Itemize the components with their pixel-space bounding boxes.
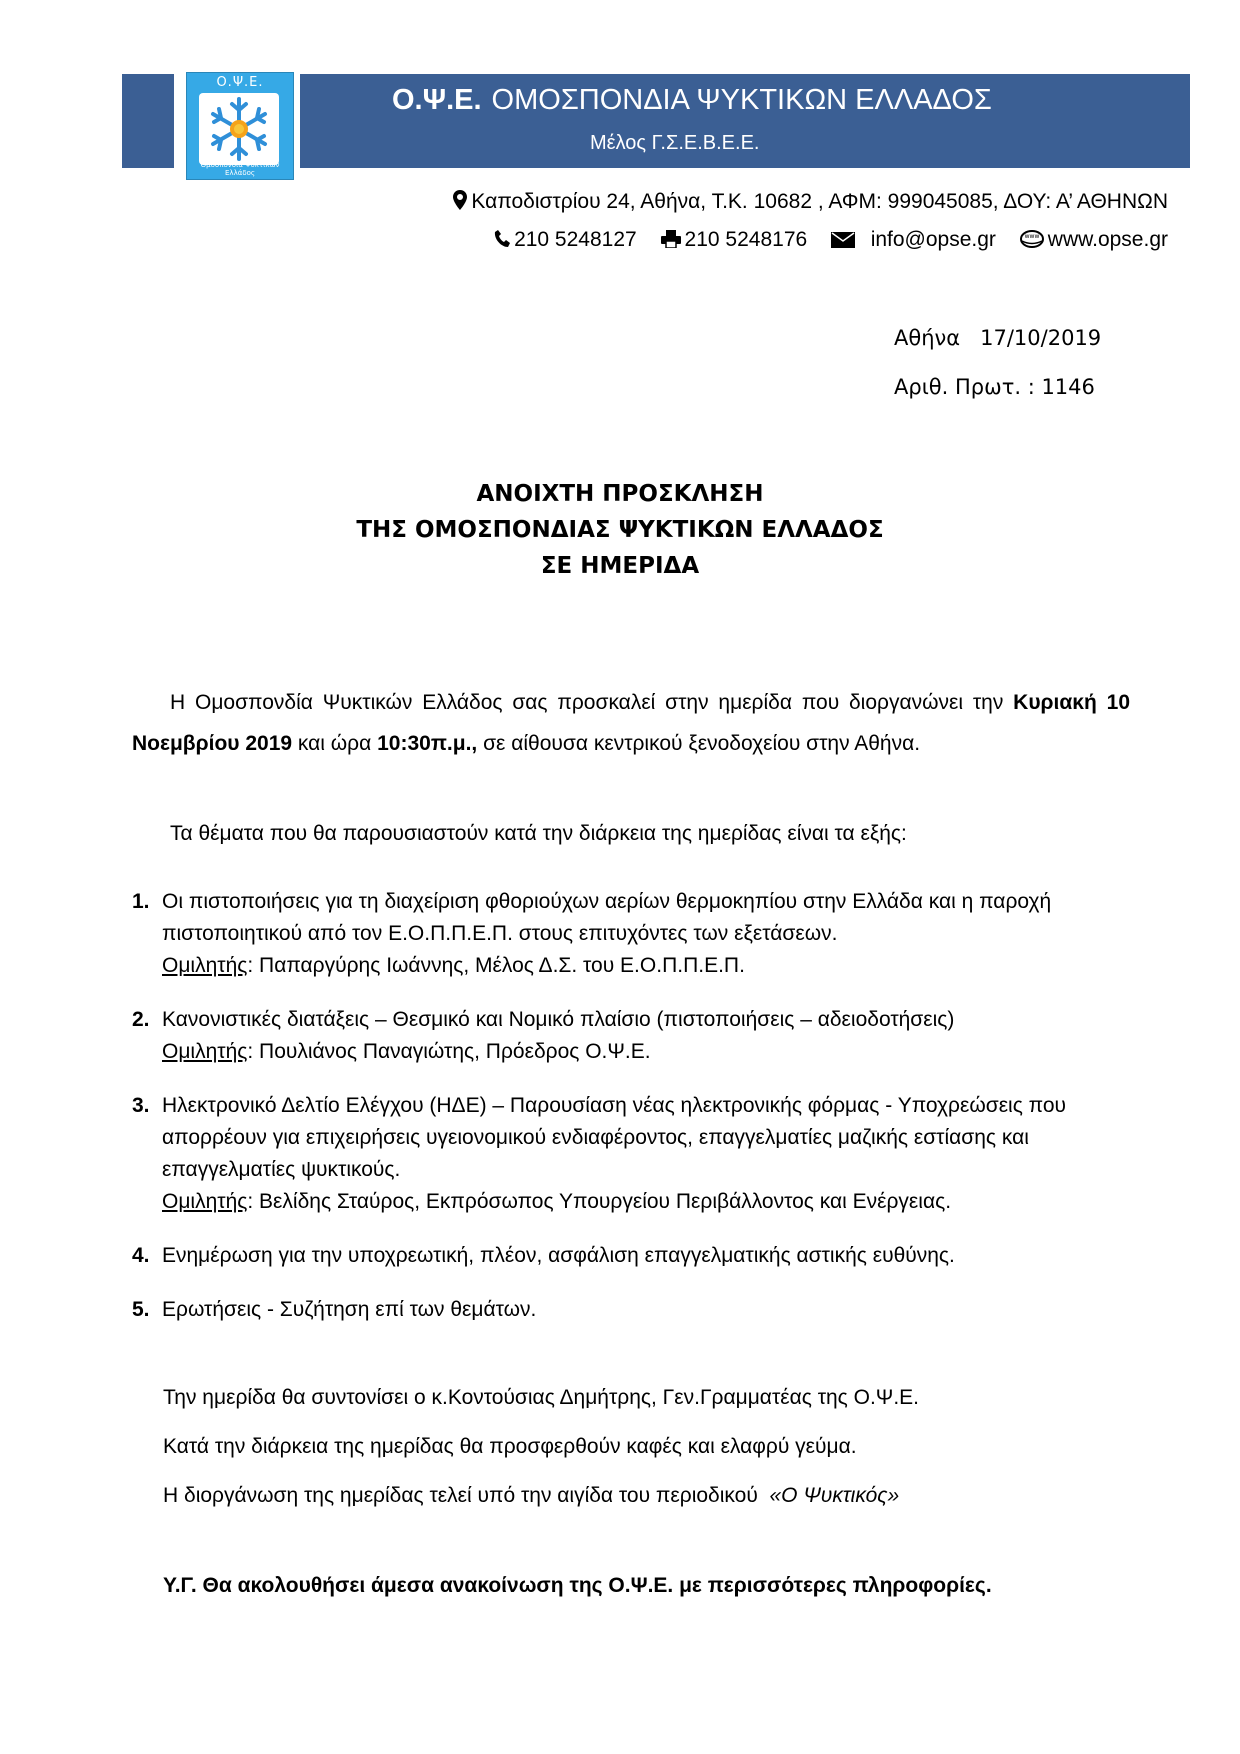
speaker-label: Ομιλητής bbox=[162, 954, 248, 977]
org-name: ΟΜΟΣΠΟΝΔΙΑ ΨΥΚΤΙΚΩΝ ΕΛΛΑΔΟΣ bbox=[491, 84, 992, 116]
org-title bbox=[392, 84, 992, 117]
address-line bbox=[453, 190, 1168, 214]
postscript: Υ.Γ. Θα ακολουθήσει άμεσα ανακοίνωση της Ο.Ψ.Ε. με περισσότερες πληροφορίες. bbox=[163, 1574, 992, 1597]
speaker-label: Ομιλητής bbox=[162, 1040, 248, 1063]
svg-text:www: www bbox=[1024, 233, 1040, 240]
heading-line-3: ΣΕ ΗΜΕΡΙΔΑ bbox=[540, 553, 700, 579]
org-member: Μέλος Γ.Σ.Ε.Β.Ε.Ε. bbox=[590, 132, 760, 154]
snowflake-icon bbox=[199, 93, 279, 165]
topic-speaker bbox=[162, 1036, 1132, 1068]
email-group bbox=[831, 228, 1002, 251]
contact-line bbox=[476, 228, 1168, 252]
closing-line-1: Την ημερίδα θα συντονίσει ο κ.Κοντούσιας Δημήτρης, Γεν.Γραμματέας της Ο.Ψ.Ε. bbox=[163, 1386, 920, 1409]
topic-number: 2. bbox=[132, 1008, 150, 1031]
topic-item bbox=[132, 1240, 1132, 1272]
heading-line-1: ΑΝΟΙΧΤΗ ΠΡΟΣΚΛΗΣΗ bbox=[476, 481, 764, 507]
logo-top-text: Ο.Ψ.Ε. bbox=[216, 75, 264, 90]
logo-bottom-text: Ομοσπονδία Ψυκτικών Ελλάδος bbox=[200, 161, 280, 177]
topic-text: Κανονιστικές διατάξεις – Θεσμικό και Νομικό πλαίσιο (πιστοποιήσεις – αδειοδοτήσεις) bbox=[162, 1008, 955, 1031]
topic-item bbox=[132, 1294, 1132, 1326]
speaker-name: : Παπαργύρης Ιωάννης, Μέλος Δ.Σ. του Ε.Ο.Π.Π.Ε.Π. bbox=[247, 954, 745, 977]
address-text: Καποδιστρίου 24, Αθήνα, Τ.Κ. 10682 , ΑΦΜ: 999045085, ΔΟΥ: Α’ ΑΘΗΝΩΝ bbox=[471, 190, 1168, 213]
phone-group bbox=[494, 228, 642, 251]
heading-line-2: ΤΗΣ ΟΜΟΣΠΟΝΔΙΑΣ ΨΥΚΤΙΚΩΝ ΕΛΛΑΔΟΣ bbox=[356, 517, 884, 543]
protocol-number: Αριθ. Πρωτ. : 1146 bbox=[894, 375, 1095, 399]
closing-line-3-text: Η διοργάνωση της ημερίδας τελεί υπό την αιγίδα του περιοδικού bbox=[163, 1484, 770, 1507]
phone-number: 210 5248127 bbox=[514, 228, 637, 251]
topic-item bbox=[132, 886, 1132, 982]
topics-list bbox=[132, 886, 1132, 1348]
topic-number: 5. bbox=[132, 1298, 150, 1321]
ope-logo bbox=[186, 72, 294, 180]
event-time: 10:30π.μ., bbox=[377, 732, 478, 755]
document-date: Αθήνα 17/10/2019 bbox=[894, 326, 1102, 350]
topic-number: 4. bbox=[132, 1244, 150, 1267]
topic-text: Ερωτήσεις - Συζήτηση επί των θεμάτων. bbox=[162, 1298, 537, 1321]
event-date: Κυριακή 10 Νοεμβρίου 2019 bbox=[132, 691, 1130, 755]
envelope-icon bbox=[831, 232, 855, 248]
web-group bbox=[1020, 228, 1168, 251]
topic-item bbox=[132, 1090, 1132, 1218]
location-pin-icon bbox=[453, 190, 467, 210]
printer-icon bbox=[661, 230, 681, 248]
globe-www-icon bbox=[1020, 230, 1044, 248]
closing-line-2: Κατά την διάρκεια της ημερίδας θα προσφερθούν καφές και ελαφρύ γεύμα. bbox=[163, 1435, 857, 1458]
speaker-name: : Βελίδης Σταύρος, Εκπρόσωπος Υπουργείου Περιβάλλοντος και Ενέργειας. bbox=[247, 1190, 952, 1213]
topic-text: Ενημέρωση για την υποχρεωτική, πλέον, ασφάλιση επαγγελματικής αστικής ευθύνης. bbox=[162, 1244, 955, 1267]
closing-line-3 bbox=[163, 1484, 899, 1508]
topic-text: Ηλεκτρονικό Δελτίο Ελέγχου (ΗΔΕ) – Παρουσίαση νέας ηλεκτρονικής φόρμας - Υποχρεώσεις που απορρέουν για επιχειρήσεις υγειονομικού ενδιαφέροντος, επαγγελματίες μαζικής εστίασης και επαγγελματίες ψυκτικούς. bbox=[162, 1094, 1067, 1181]
org-abbr: Ο.Ψ.Ε. bbox=[392, 84, 482, 116]
speaker-label: Ομιλητής bbox=[162, 1190, 248, 1213]
magazine-name: «Ο Ψυκτικός» bbox=[769, 1484, 900, 1507]
intro-text-b: και ώρα bbox=[292, 732, 378, 755]
topic-number: 1. bbox=[132, 890, 150, 913]
fax-number: 210 5248176 bbox=[684, 228, 808, 251]
fax-group bbox=[661, 228, 813, 251]
topic-item bbox=[132, 1004, 1132, 1068]
intro-text-a: Η Ομοσπονδία Ψυκτικών Ελλάδος σας προσκαλεί στην ημερίδα που διοργανώνει την bbox=[170, 691, 1014, 714]
intro-paragraph bbox=[132, 682, 1130, 764]
phone-icon bbox=[494, 230, 510, 248]
document-heading bbox=[0, 476, 1240, 584]
topics-intro: Τα θέματα που θα παρουσιαστούν κατά την διάρκεια της ημερίδας είναι τα εξής: bbox=[170, 822, 907, 845]
logo-inner bbox=[199, 93, 279, 165]
topic-text: Οι πιστοποιήσεις για τη διαχείριση φθοριούχων αερίων θερμοκηπίου στην Ελλάδα και η παροχή πιστοποιητικού από τον Ε.Ο.Π.Π.Ε.Π. στους επιτυχόντες των εξετάσεων. bbox=[162, 890, 1052, 945]
web-address[interactable]: www.opse.gr bbox=[1047, 228, 1168, 251]
intro-text-c: σε αίθουσα κεντρικού ξενοδοχείου στην Αθήνα. bbox=[477, 732, 921, 755]
speaker-name: : Πουλιάνος Παναγιώτης, Πρόεδρος Ο.Ψ.Ε. bbox=[247, 1040, 651, 1063]
topic-speaker bbox=[162, 950, 1132, 982]
topic-speaker bbox=[162, 1186, 1132, 1218]
topic-number: 3. bbox=[132, 1094, 150, 1117]
email-address[interactable]: info@opse.gr bbox=[870, 228, 996, 251]
header-left-strip bbox=[122, 74, 174, 168]
